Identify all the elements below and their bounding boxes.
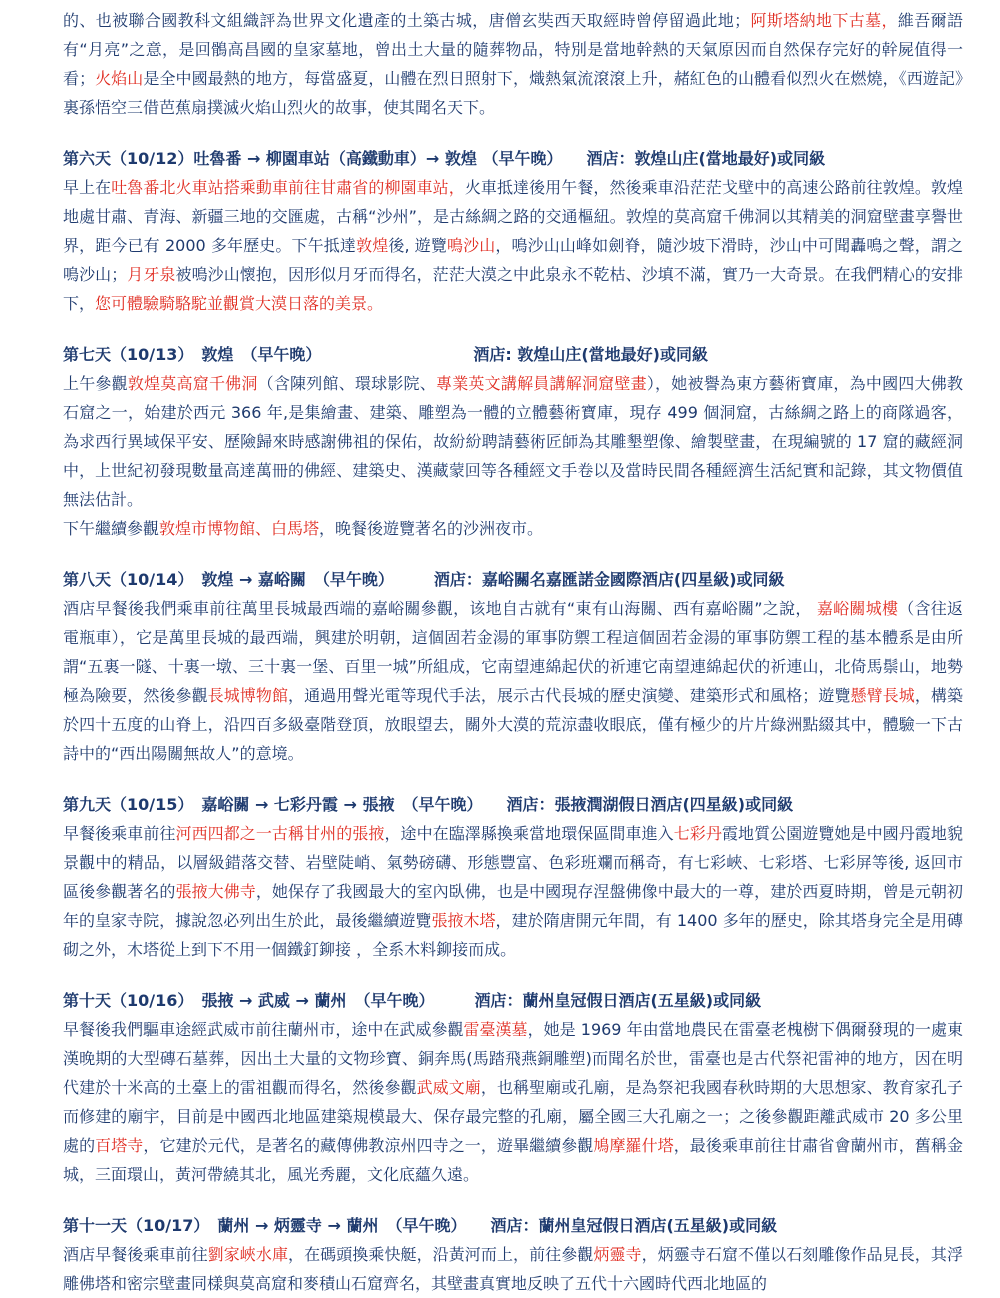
body-text: 火車抵達後用午餐，然後乘車沿茫茫戈壁中的高速公路前往敦煌。敦煌地處甘肅、青海、新疆三地的交匯處，古稱“沙州”，是古絲綢之路的交通樞紐。敦煌的莫高窟千佛洞以其精美的洞窟壁畫享譽世界，距今已有 2000 多年歷史。下午抵達 (63, 178, 963, 255)
day-9-section (63, 790, 963, 964)
highlight-text: 火焰山 (95, 69, 144, 88)
body-text: 的、也被聯合國教科文組織評為世界文化遺產的土築古城，唐僧玄奘西天取經時曾停留過此地； (63, 11, 751, 30)
day-10-paragraph (63, 1015, 963, 1189)
highlight-text: 張掖大佛寺 (175, 882, 256, 901)
highlight-text: 月牙泉 (127, 265, 176, 284)
day-10-header: 第十天（10/16） 張掖 → 武威 → 蘭州 （早午晚） 酒店：蘭州皇冠假日酒店(五星級)或同級 (63, 991, 762, 1010)
day-7-paragraph (63, 514, 963, 543)
highlight-text: 嘉峪關城樓 (816, 599, 899, 618)
body-text: 早餐後乘車前往 (63, 824, 176, 843)
day-8-paragraph (63, 594, 963, 768)
body-text: ，炳靈寺石窟不僅以石刻雕像作品見長，其浮雕佛塔和密宗壁畫同樣與莫高窟和麥積山石窟齊名，其壁畫真實地反映了五代十六國時代西北地區的 (63, 1245, 963, 1293)
body-text: 是全中國最熱的地方，每當盛夏，山體在烈日照射下，熾熱氣流滾滾上升，赭紅色的山體看似烈火在燃燒，《西遊記》裏孫悟空三借芭蕉扇撲滅火焰山烈火的故事，使其聞名天下。 (63, 69, 963, 117)
body-text: ，構築於四十五度的山脊上，沿四百多級臺階登頂，放眼望去，關外大漠的荒涼盡收眼底，僅有極少的片片綠洲點綴其中，體驗一下古詩中的“西出陽關無故人”的意境。 (63, 686, 963, 763)
day-9-paragraph (63, 819, 963, 964)
highlight-text: 敦煌莫高窟千佛洞 (127, 374, 258, 393)
highlight-text: 鳩摩羅什塔 (593, 1136, 674, 1155)
day-6-header: 第六天（10/12）吐魯番 → 柳園車站（高鐵動車）→ 敦煌 （早午晚） 酒店：敦煌山庄(當地最好)或同級 (63, 149, 826, 168)
day-7-header: 第七天（10/13） 敦煌 （早午晚） 酒店: 敦煌山庄(當地最好)或同級 (63, 345, 708, 364)
body-text: ，她保存了我國最大的室內臥佛，也是中國現存涅盤佛像中最大的一尊，建於西夏時期，曾是元朝初年的皇家寺院，據說忽必列出生於此，最後繼續遊覽 (63, 882, 963, 930)
body-text: （含往返電瓶車），它是萬里長城的最西端，興建於明朝，這個固若金湯的軍事防禦工程這個固若金湯的軍事防禦工程的基本體系是由所謂“五裏一隧、十裏一墩、三十裏一堡、百里一城”所組成，它南望連綿起伏的祈連它南望連綿起伏的祈連山，北倚馬鬃山，地勢極為險要，然後參觀 (63, 599, 963, 705)
body-text: 早上在 (63, 178, 112, 197)
body-text: ，也稱聖廟或孔廟，是為祭祀我國春秋時期的大思想家、教育家孔子而修建的廟宇，目前是中國西北地區建築規模最大、保存最完整的孔廟，屬全國三大孔廟之一；之後參觀距離武威市 20 多公里處的 (63, 1078, 963, 1155)
highlight-text: 河西四都之一古稱甘州的張掖 (175, 824, 385, 843)
body-text: ，晚餐後遊覽著名的沙洲夜市。 (319, 519, 544, 538)
body-text: （含陳列館、環球影院、 (257, 374, 436, 393)
body-text: ，在碼頭換乘快艇，沿黃河而上，前往參觀 (288, 1245, 594, 1264)
day-10-section (63, 986, 963, 1189)
intro-paragraph (63, 6, 963, 122)
body-text: ，她是 1969 年由當地農民在雷臺老槐樹下偶爾發現的一處東漢晚期的大型磚石墓葬，因出土大量的文物珍寶、銅奔馬(馬踏飛燕銅雕塑)而聞名於世，雷臺也是古代祭祀雷神的地方，因在明代建於十米高的土臺上的雷祖觀而得名，然後參觀 (63, 1020, 963, 1097)
body-text: 維吾爾語有“月亮”之意，是回鶻高昌國的皇家墓地，曾出土大量的隨葬物品，特別是當地幹熱的天氣原因而自然保存完好的幹屍值得一看； (63, 11, 963, 88)
highlight-text: 敦煌市博物館、白馬塔 (159, 519, 320, 538)
highlight-text: 七彩丹 (673, 824, 722, 843)
body-text: ，通過用聲光電等現代手法，展示古代長城的歷史演變、建築形式和風格；遊覽 (288, 686, 851, 705)
highlight-text: 懸臂長城 (850, 686, 915, 705)
day-11-header: 第十一天（10/17） 蘭州 → 炳靈寺 → 蘭州 （早午晚） 酒店：蘭州皇冠假日酒店(五星級)或同級 (63, 1216, 778, 1235)
day-8-section (63, 565, 963, 768)
body-text: ，它建於元代，是著名的藏傳佛教涼州四寺之一，遊畢繼續參觀 (143, 1136, 594, 1155)
body-text: 早餐後我們驅車途經武威市前往蘭州市，途中在武威參觀 (63, 1020, 464, 1039)
highlight-text: 張掖木塔 (431, 911, 496, 930)
highlight-text: 武威文廟 (416, 1078, 481, 1097)
body-text: 酒店早餐後乘車前往 (63, 1245, 208, 1264)
highlight-text: 百塔寺 (95, 1136, 144, 1155)
highlight-text: 炳靈寺 (593, 1245, 642, 1264)
highlight-text: 阿斯塔納地下古墓， (750, 11, 898, 30)
highlight-text: 敦煌 (356, 236, 389, 255)
highlight-text: 專業英文講解員講解洞窟壁畫 (436, 374, 647, 393)
day-9-header: 第九天（10/15） 嘉峪關 → 七彩丹霞 → 張掖 （早午晚） 酒店：張掖潤湖假日酒店(四星級)或同級 (63, 795, 794, 814)
body-text: 霞地質公園遊覽她是中國丹霞地貌景觀中的精品，以層級錯落交替、岩壁陡峭、氣勢磅礴、形態豐富、色彩班斕而稱奇，有七彩峽、七彩塔、七彩屏等後, 返回市區後參觀著名的 (63, 824, 963, 901)
day-6-section (63, 144, 963, 318)
day-7-paragraph (63, 369, 963, 514)
highlight-text: 吐魯番北火車站搭乘動車前往甘肅省的柳園車站， (111, 178, 465, 197)
day-8-header: 第八天（10/14） 敦煌 → 嘉峪關 （早午晚） 酒店：嘉峪關名嘉匯諾金國際酒店(四星級)或同級 (63, 570, 785, 589)
body-text: 酒店早餐後我們乘車前往萬里長城最西端的嘉峪關參觀，该地自古就有“東有山海關、西有嘉峪關”之說， (63, 599, 817, 618)
body-text: 上午參觀 (63, 374, 128, 393)
highlight-text: 劉家峽水庫 (207, 1245, 289, 1264)
body-text: 下午繼續參觀 (63, 519, 160, 538)
highlight-text: 雷臺漢墓 (463, 1020, 528, 1039)
day-7-section (63, 340, 963, 543)
day-11-paragraph (63, 1240, 963, 1298)
highlight-text: 您可體驗騎駱駝並觀賞大漠日落的美景。 (95, 294, 384, 313)
body-text: ，鳴沙山山峰如劍脊，隨沙坡下滑時，沙山中可聞轟鳴之聲，謂之鳴沙山； (63, 236, 963, 284)
body-text: ，途中在臨澤縣換乘當地環保區間車進入 (384, 824, 674, 843)
body-text: 後, 遊覽 (388, 236, 448, 255)
highlight-text: 長城博物館 (207, 686, 289, 705)
body-text: ），她被譽為東方藝術寶庫，為中國四大佛教石窟之一，始建於西元 366 年,是集繪畫、建築、雕塑為一體的立體藝術寶庫，現存 499 個洞窟，古絲綢之路上的商隊過客，為求西行異域保平安、歷險歸來時感謝佛祖的保佑，故紛紛聘請藝術匠師為其雕墾塑像、繪製壁畫，在現編號的 17 窟的藏經洞中，上世紀初發現數量高達萬冊的佛經、建築史、漢藏蒙回等各種經文手卷以及當時民間各種經濟生活紀實和記錄，其文物價值無法估計。 (63, 374, 963, 509)
body-text: ，建於隋唐開元年間，有 1400 多年的歷史，除其塔身完全是用磚砌之外，木塔從上到下不用一個鐵釘鉚接 ，全系木料鉚接而成。 (63, 911, 963, 959)
days-container (63, 144, 963, 1298)
body-text: 被鳴沙山懷抱，因形似月牙而得名，茫茫大漠之中此泉永不乾枯、沙填不滿，實乃一大奇景。在我們精心的安排下， (63, 265, 963, 313)
day-11-section (63, 1211, 963, 1298)
day-6-paragraph (63, 173, 963, 318)
body-text: ，最後乘車前往甘肅省會蘭州市，舊稱金城，三面環山，黃河帶繞其北，風光秀麗，文化底蘊久遠。 (63, 1136, 963, 1184)
highlight-text: 鳴沙山 (447, 236, 496, 255)
